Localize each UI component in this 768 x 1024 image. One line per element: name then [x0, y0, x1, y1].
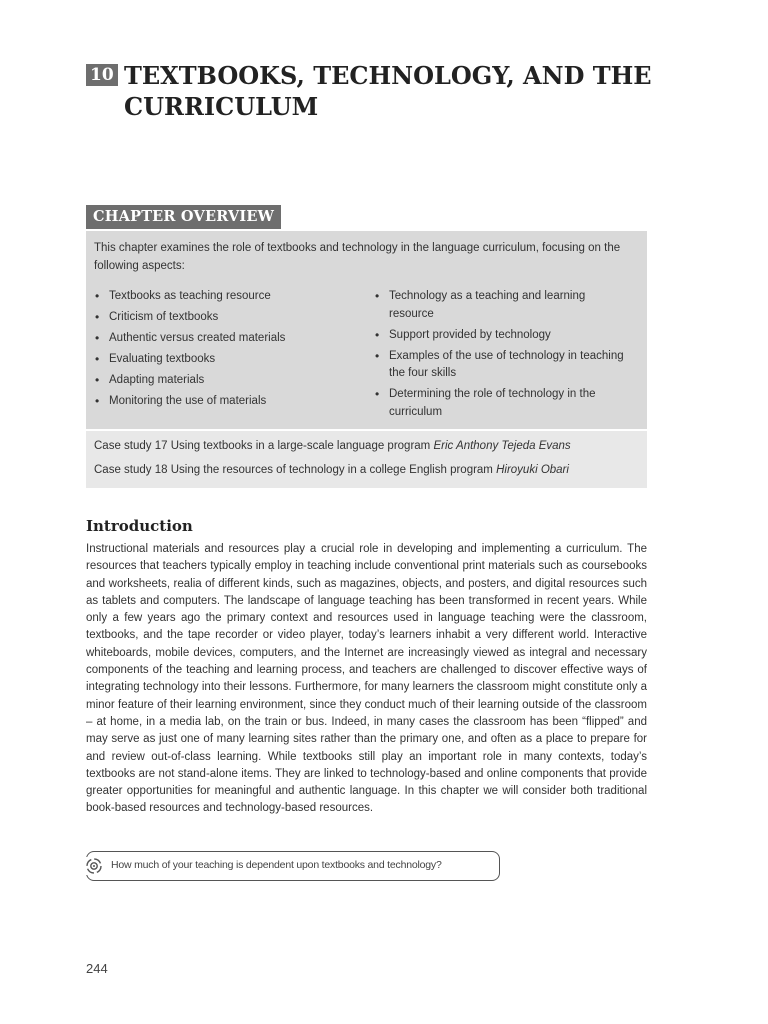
list-item: • Monitoring the use of materials [94, 393, 354, 411]
list-item: • Determining the role of technology in the curriculum [374, 386, 624, 421]
overview-list-left [94, 288, 354, 415]
chapter-title: TEXTBOOKS, TECHNOLOGY, AND THE CURRICULUM [124, 61, 652, 121]
case-study-title: Case study 17 Using textbooks in a large-scale language program [94, 440, 434, 452]
chapter-overview-box [86, 231, 647, 429]
chapter-overview-label: CHAPTER OVERVIEW [86, 205, 281, 229]
list-item: • Technology as a teaching and learning resource [374, 288, 624, 323]
list-item: • Authentic versus created materials [94, 330, 354, 348]
reflection-question: How much of your teaching is dependent upon textbooks and technology? [111, 859, 442, 871]
reflection-prompt [86, 851, 500, 881]
list-item: • Textbooks as teaching resource [94, 288, 354, 306]
page-number: 244 [86, 961, 108, 976]
chapter-heading [86, 60, 686, 122]
list-item: • Support provided by technology [374, 327, 624, 345]
list-item: • Adapting materials [94, 372, 354, 390]
case-study-author: Eric Anthony Tejeda Evans [433, 440, 571, 452]
case-study-18 [94, 464, 569, 476]
chapter-number: 10 [86, 64, 118, 86]
case-study-title: Case study 18 Using the resources of technology in a college English program [94, 464, 497, 476]
overview-intro: This chapter examines the role of textbooks and technology in the language curriculum, focusing on the following aspects: [94, 242, 621, 272]
case-studies-box [86, 431, 647, 488]
list-item: • Criticism of textbooks [94, 309, 354, 327]
introduction-body: Instructional materials and resources play a crucial role in developing and implementing a curriculum. The resources that teachers typically employ in teaching include conventional print materials such as coursebooks and worksheets, realia of different kinds, such as magazines, objects, and posters, and digital resources such as tablets and computers. The landscape of language teaching has been transformed in recent years. While only a few years ago the primary context and resources used in language teaching were the classroom, textbooks, and the tape recorder or video player, today’s learners inhabit a very different world. Interactive whiteboards, mobile devices, computers, and the Internet are increasingly viewed as integral and necessary components of the teaching and learning process, and teachers are challenged to discover effective ways of integrating technology into their lessons. Furthermore, for many learners the classroom might constitute only a minor feature of their learning environment, since they conduct much of their learning outside of the classroom – at home, in a media lab, on the train or bus. Indeed, in many cases the classroom has been “flipped” and may serve as just one of many learning sites rather than the primary one, and often as a place to prepare for and review out-of-class learning. While textbooks still play an important role in many contexts, today’s textbooks are not stand-alone items. They are linked to technology-based and online components that provide greater opportunities for meaningful and authentic language. In this chapter we will consider both traditional book-based resources and technology-based resources. [86, 543, 647, 815]
overview-list-right [374, 288, 624, 425]
reflection-icon [85, 857, 103, 875]
case-study-author: Hiroyuki Obari [496, 464, 569, 476]
list-item: • Evaluating textbooks [94, 351, 354, 369]
introduction-heading: Introduction [86, 517, 193, 535]
list-item: • Examples of the use of technology in teaching the four skills [374, 348, 624, 383]
case-study-17 [94, 440, 571, 452]
